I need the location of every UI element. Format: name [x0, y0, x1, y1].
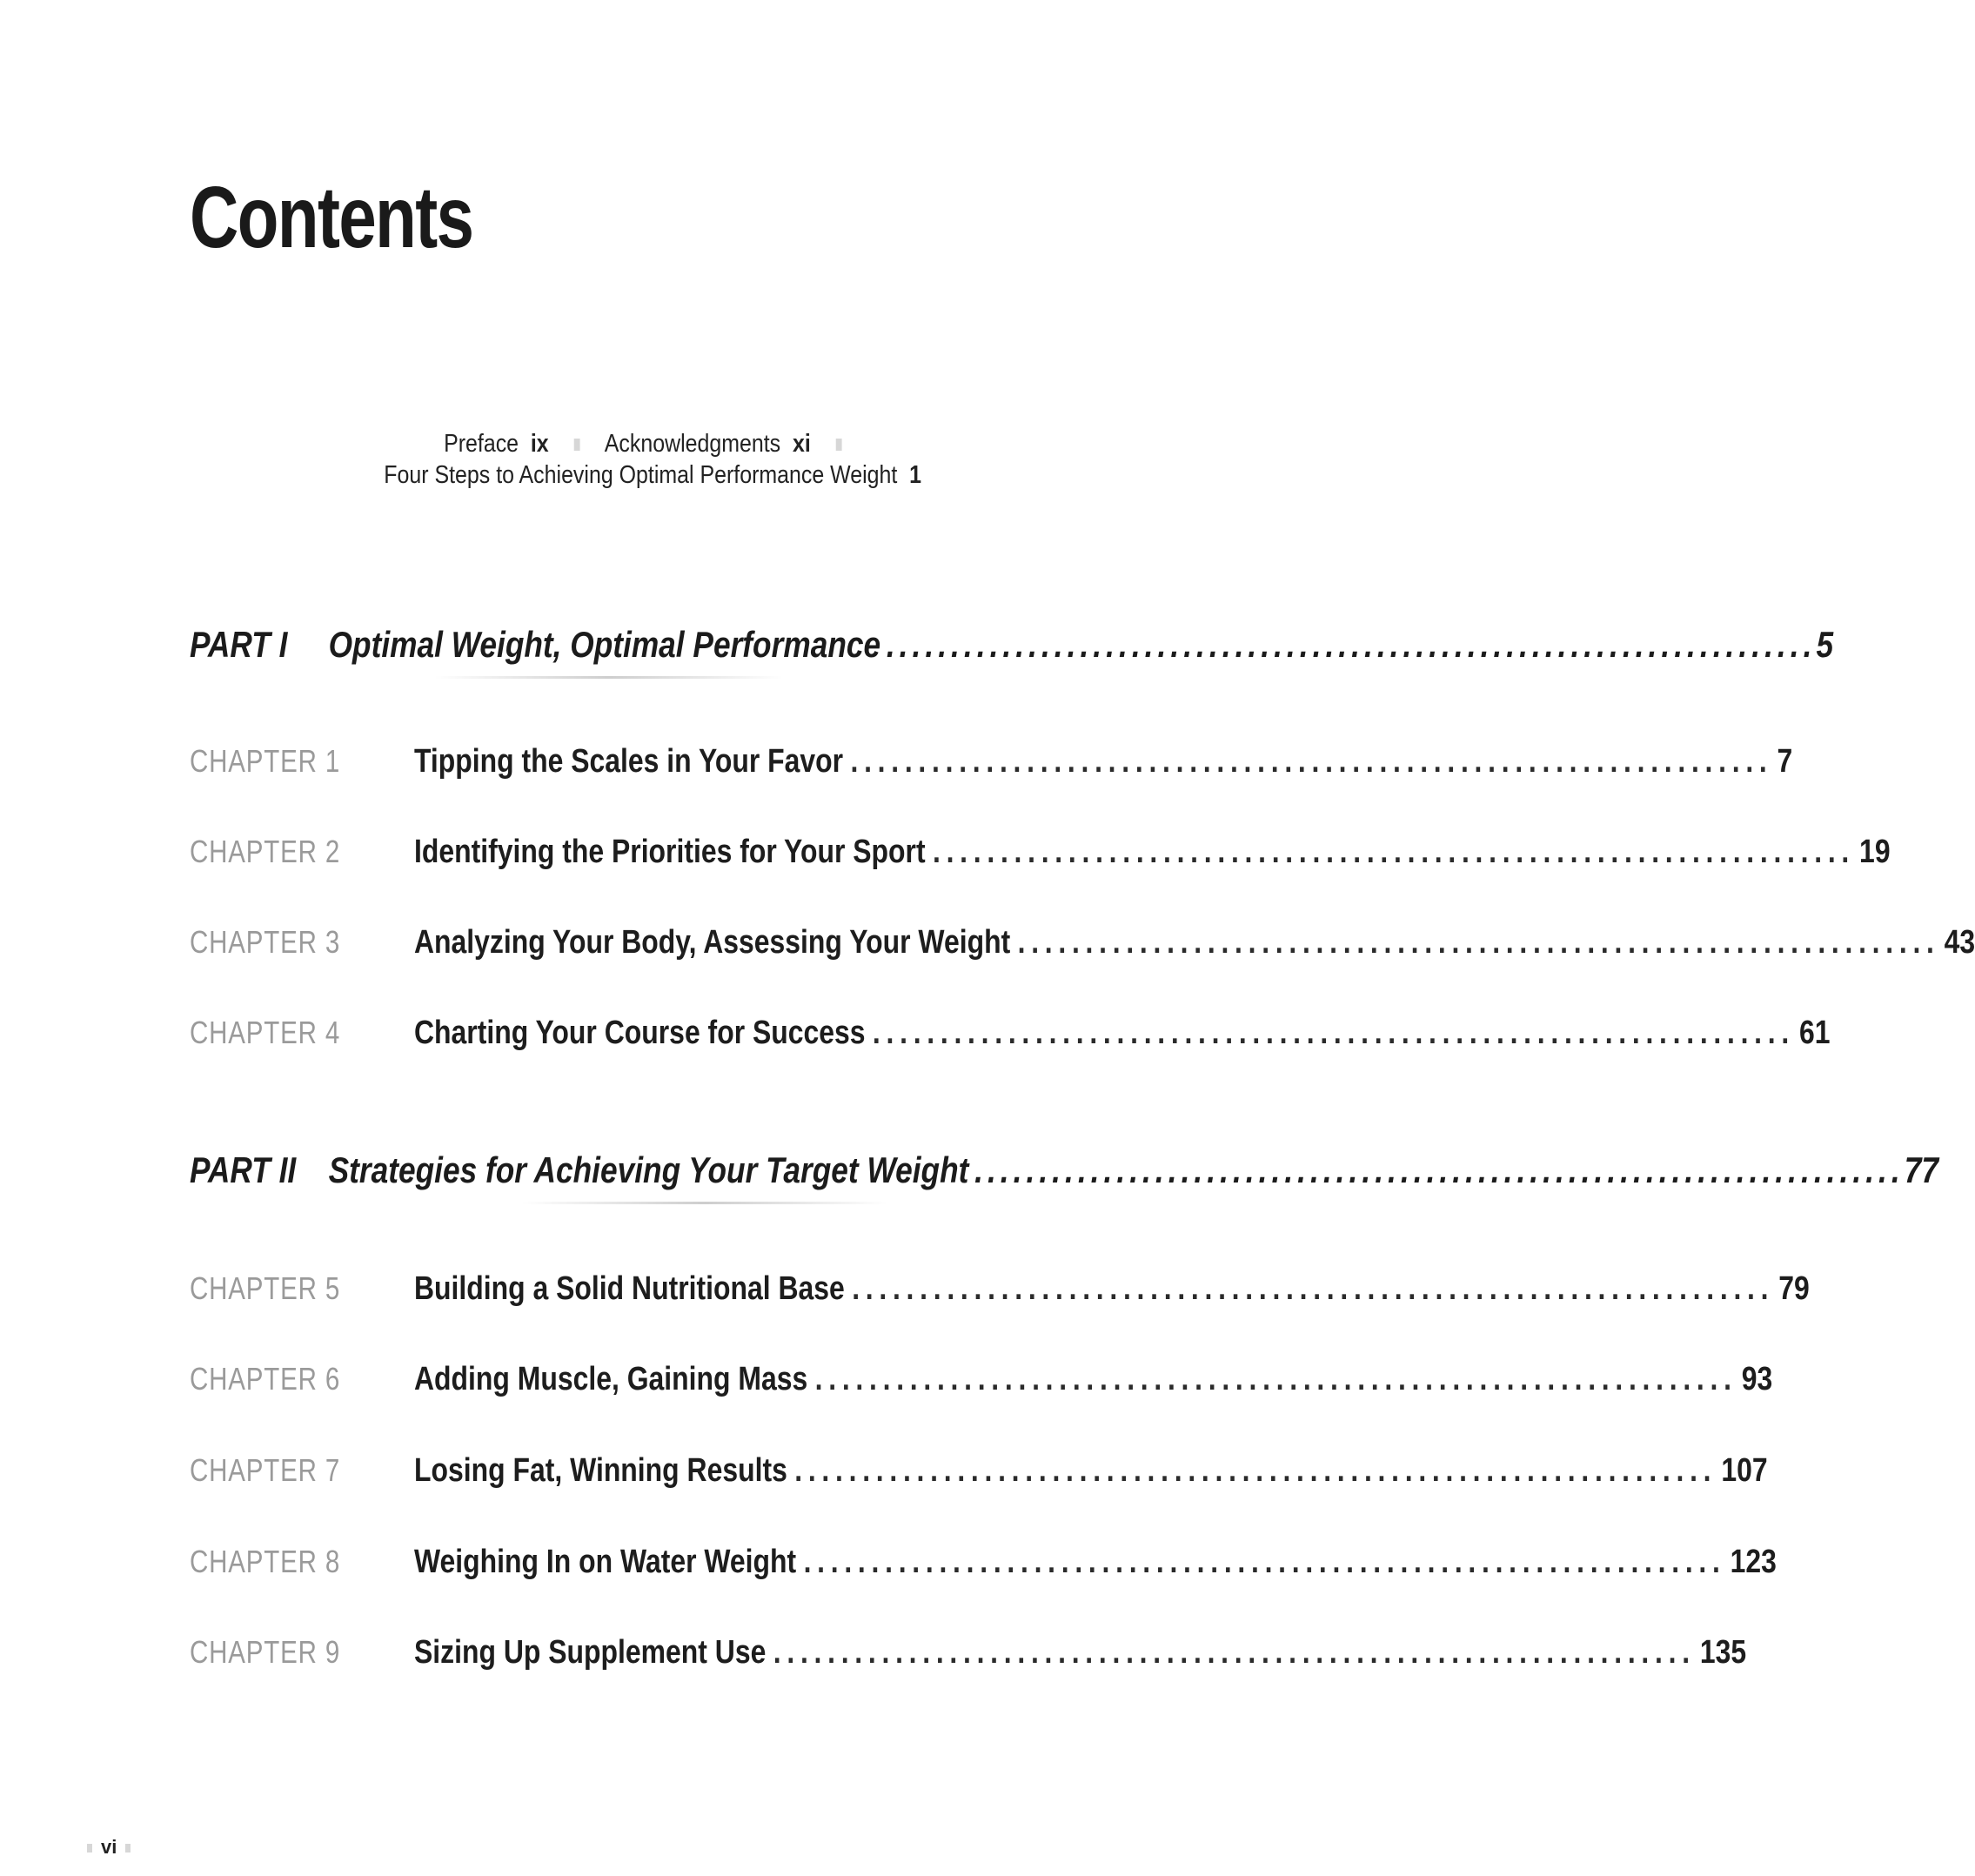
dot-leader: ....................................................................: [872, 1015, 1795, 1051]
separator-bullet: [574, 439, 580, 451]
chapter-2-entry[interactable]: [190, 832, 1891, 872]
part-label: PART I: [190, 624, 288, 665]
part-title: Optimal Weight, Optimal Performance: [328, 624, 881, 665]
chapter-page: 107: [1721, 1452, 1768, 1489]
dot-leader: ....................................................................: [852, 1270, 1775, 1307]
chapter-title: Weighing In on Water Weight: [414, 1544, 797, 1580]
front-matter-label: Preface: [443, 430, 519, 458]
front-matter-page: ix: [530, 430, 549, 458]
front-matter-label: Four Steps to Achieving Optimal Performance Weight: [384, 461, 898, 489]
chapter-5-entry[interactable]: [190, 1269, 1810, 1309]
chapter-title: Adding Muscle, Gaining Mass: [414, 1361, 808, 1397]
front-matter-line-2[interactable]: [0, 458, 1305, 492]
chapter-label: CHAPTER 8: [190, 1544, 341, 1579]
part-page: 5: [1816, 624, 1834, 665]
chapter-title: Tipping the Scales in Your Favor: [414, 743, 844, 780]
chapter-title: Analyzing Your Body, Assessing Your Weight: [414, 924, 1011, 961]
dot-leader: ........................................................................: [886, 624, 1817, 665]
chapter-4-entry[interactable]: [190, 1013, 1831, 1053]
dot-leader: ....................................................................: [1017, 924, 1940, 961]
part-divider-rule: [522, 1202, 887, 1204]
chapter-3-entry[interactable]: [190, 922, 1975, 962]
part-page: 77: [1904, 1149, 1938, 1190]
chapter-page: 19: [1859, 834, 1891, 870]
chapter-label: CHAPTER 4: [190, 1015, 341, 1050]
part-title: Strategies for Achieving Your Target Weight: [328, 1149, 969, 1190]
chapter-page: 79: [1778, 1270, 1810, 1307]
part-label: PART II: [190, 1149, 297, 1190]
chapter-title: Identifying the Priorities for Your Sport: [414, 834, 926, 870]
chapter-label: CHAPTER 1: [190, 743, 341, 779]
page-folio: [78, 1836, 139, 1859]
separator-bullet: [125, 1844, 131, 1853]
separator-bullet: [836, 439, 842, 451]
folio-number: vi: [101, 1836, 117, 1858]
separator-bullet: [87, 1844, 92, 1853]
chapter-page: 135: [1699, 1634, 1747, 1671]
chapter-title: Losing Fat, Winning Results: [414, 1452, 787, 1489]
dot-leader: ....................................................................: [933, 834, 1856, 870]
chapter-title: Charting Your Course for Success: [414, 1015, 866, 1051]
front-matter-page: xi: [792, 430, 811, 458]
dot-leader: ....................................................................: [814, 1361, 1737, 1397]
front-matter-acknowledgments[interactable]: [605, 430, 817, 458]
chapter-8-entry[interactable]: [190, 1542, 1777, 1582]
chapter-6-entry[interactable]: [190, 1359, 1773, 1399]
chapter-label: CHAPTER 5: [190, 1270, 341, 1306]
front-matter-preface[interactable]: [444, 430, 555, 458]
chapter-page: 93: [1741, 1361, 1773, 1397]
chapter-page: 7: [1777, 743, 1793, 780]
chapter-label: CHAPTER 7: [190, 1452, 341, 1488]
chapter-1-entry[interactable]: [190, 741, 1793, 781]
chapter-title: Sizing Up Supplement Use: [414, 1634, 767, 1671]
chapter-page: 123: [1730, 1544, 1777, 1580]
chapter-label: CHAPTER 9: [190, 1634, 341, 1670]
chapter-page: 61: [1798, 1015, 1831, 1051]
front-matter-line-1: [0, 426, 1305, 461]
dot-leader: ....................................................................: [794, 1452, 1717, 1489]
chapter-label: CHAPTER 3: [190, 924, 341, 960]
front-matter-page: 1: [908, 461, 921, 489]
part-divider-rule: [435, 676, 783, 679]
part-2-entry[interactable]: [190, 1149, 1938, 1192]
chapter-9-entry[interactable]: [190, 1632, 1747, 1672]
chapter-label: CHAPTER 2: [190, 834, 341, 869]
part-1-entry[interactable]: [190, 623, 1834, 667]
chapter-7-entry[interactable]: [190, 1451, 1768, 1491]
dot-leader: ....................................................................: [773, 1634, 1696, 1671]
dot-leader: ....................................................................: [850, 743, 1773, 780]
chapter-label: CHAPTER 6: [190, 1361, 341, 1397]
page-title: Contents: [190, 169, 473, 266]
dot-leader: ........................................................................: [974, 1149, 1905, 1190]
chapter-title: Building a Solid Nutritional Base: [414, 1270, 845, 1307]
dot-leader: ....................................................................: [803, 1544, 1726, 1580]
chapter-page: 43: [1944, 924, 1975, 961]
front-matter-label: Acknowledgments: [604, 430, 780, 458]
